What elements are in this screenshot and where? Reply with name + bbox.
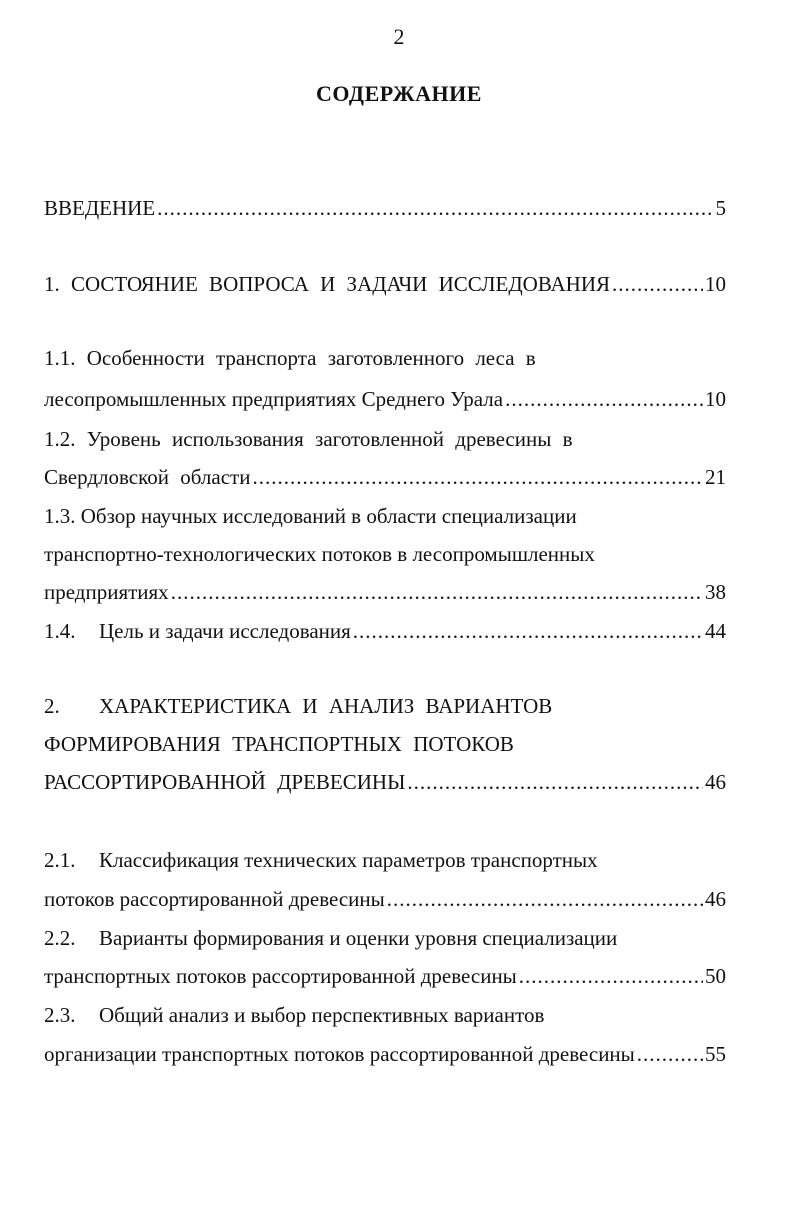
toc-entry-2-2-line2[interactable] (44, 962, 726, 990)
toc-page-number: 38 (705, 580, 726, 604)
toc-entry-text (44, 617, 351, 645)
page-title: СОДЕРЖАНИЕ (316, 81, 482, 106)
toc-page-number: 5 (715, 196, 726, 220)
toc-entry-text: ВВЕДЕНИЕ (44, 196, 156, 220)
toc-entry-text: предприятиях (44, 580, 169, 604)
toc-entry-2-1-line1[interactable] (44, 846, 726, 874)
toc-entry-text: 1. СОСТОЯНИЕ ВОПРОСА И ЗАДАЧИ ИССЛЕДОВАНИЯ (44, 272, 611, 296)
toc-page-number: 50 (705, 964, 726, 988)
toc-entry-text: транспортных потоков рассортированной древесины (44, 964, 517, 988)
toc-page-number: 10 (705, 387, 726, 411)
toc-entry-2-3-line1[interactable] (44, 1001, 726, 1029)
toc-entry-2-3-line2[interactable] (44, 1040, 726, 1068)
toc-entry-1-3-line3[interactable] (44, 578, 726, 606)
toc-entry-chapter-1[interactable] (44, 270, 726, 298)
toc-entry-1-1-line2[interactable] (44, 385, 726, 413)
toc-section-number: 1.4. (44, 619, 76, 643)
toc-leader-dots (505, 385, 703, 413)
toc-page-number: 46 (705, 887, 726, 911)
toc-entry-2-1-line2[interactable] (44, 885, 726, 913)
toc-entry-1-4[interactable] (44, 617, 726, 645)
toc-entry-text: ФОРМИРОВАНИЯ ТРАНСПОРТНЫХ ПОТОКОВ (44, 732, 514, 756)
toc-leader-dots (353, 617, 703, 645)
toc-section-number: 2.2. (44, 926, 76, 950)
toc-leader-dots (157, 194, 713, 222)
toc-entry-chapter-2-line1[interactable] (44, 692, 726, 720)
toc-entry-text: транспортно-технологических потоков в лесопромышленных (44, 542, 595, 566)
toc-entry-text: лесопромышленных предприятиях Среднего Урала (44, 387, 504, 411)
toc-leader-dots (387, 885, 703, 913)
toc-entry-text: Классификация технических параметров транспортных (99, 848, 598, 872)
toc-entry-1-3-line2[interactable] (44, 540, 726, 568)
toc-leader-dots (252, 463, 703, 491)
toc-entry-1-3-line1[interactable] (44, 502, 726, 530)
toc-page-number: 21 (705, 465, 726, 489)
toc-leader-dots (637, 1040, 703, 1068)
page-number: 2 (393, 24, 405, 49)
toc-section-number: 2.1. (44, 848, 76, 872)
toc-leader-dots (171, 578, 703, 606)
toc-entry-text: Свердловской области (44, 465, 251, 489)
toc-page-number: 55 (705, 1042, 726, 1066)
toc-page-number: 44 (705, 619, 726, 643)
toc-page-number: 10 (705, 272, 726, 296)
toc-section-number: 2. (44, 694, 60, 718)
toc-entry-1-1-line1[interactable] (44, 344, 726, 372)
toc-leader-dots (407, 768, 703, 796)
toc-entry-text: потоков рассортированной древесины (44, 887, 385, 911)
toc-entry-chapter-2-line3[interactable] (44, 768, 726, 796)
toc-entry-1-2-line1[interactable] (44, 425, 726, 453)
toc-entry-intro[interactable] (44, 194, 726, 222)
toc-section-number: 2.3. (44, 1003, 76, 1027)
toc-entry-2-2-line1[interactable] (44, 924, 726, 952)
toc-page-number: 46 (705, 770, 726, 794)
toc-entry-text: 1.2. Уровень использования заготовленной древесины в (44, 427, 573, 451)
toc-entry-text: Общий анализ и выбор перспективных вариантов (99, 1003, 545, 1027)
toc-entry-text: ХАРАКТЕРИСТИКА И АНАЛИЗ ВАРИАНТОВ (99, 694, 553, 718)
toc-leader-dots (519, 962, 703, 990)
toc-entry-text: 1.1. Особенности транспорта заготовленного леса в (44, 346, 536, 370)
toc-leader-dots (612, 270, 703, 298)
toc-entry-title: Цель и задачи исследования (99, 619, 351, 643)
toc-entry-text: организации транспортных потоков рассортированной древесины (44, 1042, 635, 1066)
toc-entry-text: РАССОРТИРОВАННОЙ ДРЕВЕСИНЫ (44, 770, 406, 794)
toc-entry-chapter-2-line2[interactable] (44, 730, 726, 758)
toc-entry-text: 1.3. Обзор научных исследований в области специализации (44, 504, 577, 528)
toc-entry-1-2-line2[interactable] (44, 463, 726, 491)
toc-entry-text: Варианты формирования и оценки уровня специализации (99, 926, 618, 950)
